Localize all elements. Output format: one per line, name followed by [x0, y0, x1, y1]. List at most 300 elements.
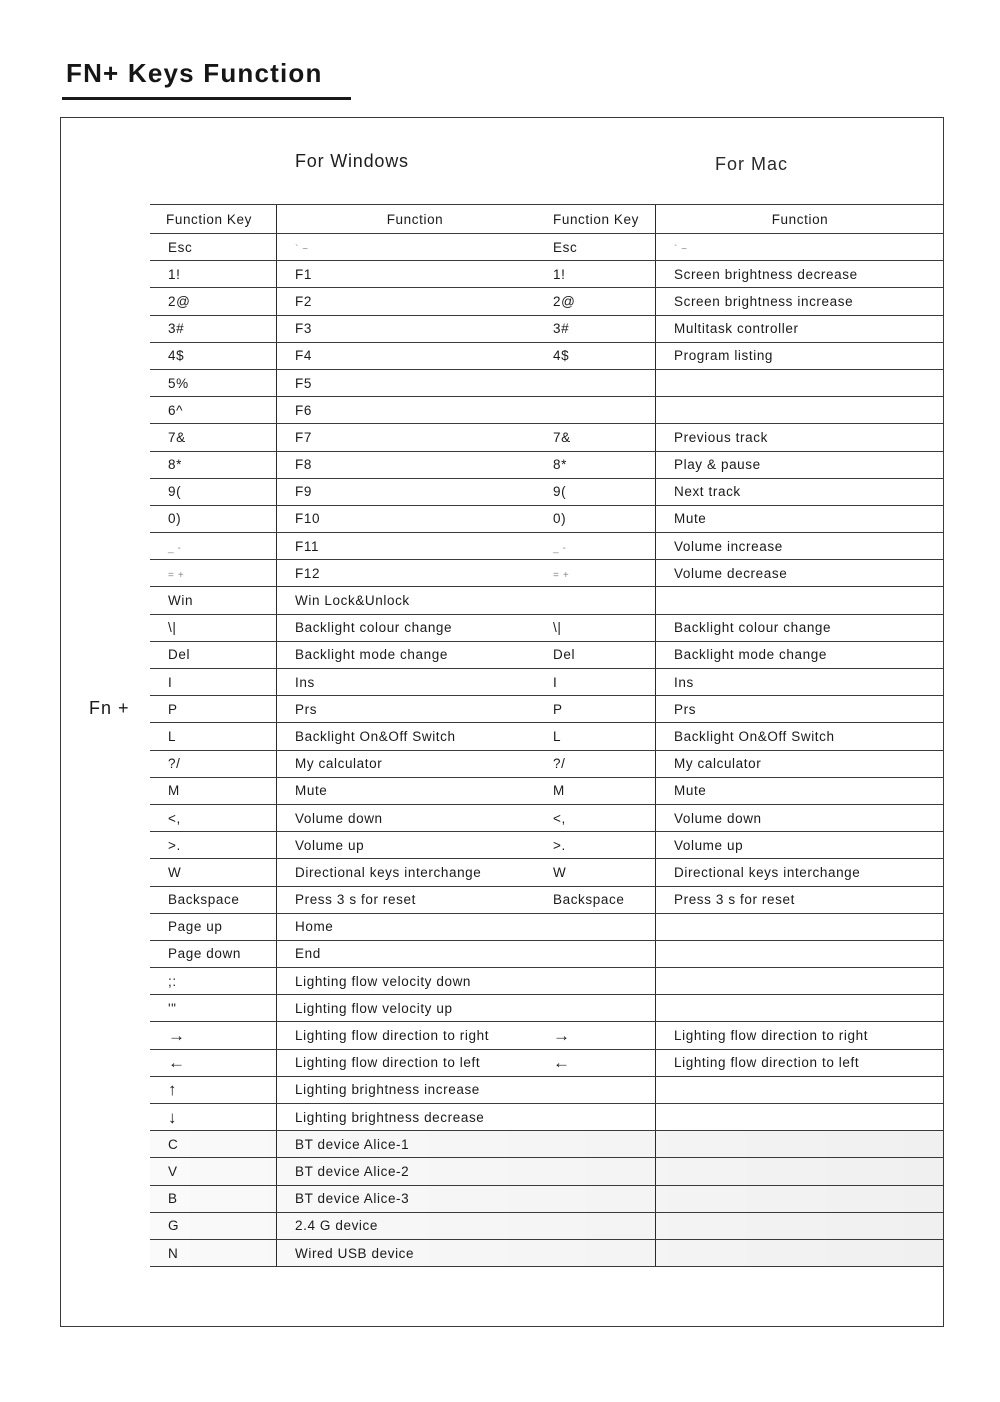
mac-function-cell-text: Backlight mode change	[674, 647, 827, 663]
windows-key-cell-text: 2@	[168, 293, 191, 309]
mac-function-cell	[656, 315, 945, 342]
mac-function-cell	[656, 424, 945, 451]
windows-key-cell-text: \|	[168, 620, 177, 636]
mac-key-cell-text: Backspace	[553, 892, 625, 908]
mac-function-cell	[656, 832, 945, 859]
mac-key-cell-text: Esc	[553, 239, 578, 255]
mac-section-heading: For Mac	[715, 154, 789, 174]
windows-key-cell-text: Backspace	[168, 892, 240, 908]
windows-key-cell	[150, 968, 277, 995]
windows-function-cell-text: Lighting flow direction to left	[295, 1055, 481, 1071]
mac-function-cell	[656, 614, 945, 641]
mac-function-cell	[656, 587, 945, 614]
mac-function-cell	[656, 1185, 945, 1212]
windows-function-cell	[277, 995, 554, 1022]
mac-function-cell	[656, 505, 945, 532]
mac-key-cell	[553, 533, 656, 560]
table-row	[150, 451, 944, 478]
windows-key-cell	[150, 804, 277, 831]
mac-key-cell-text: 9(	[553, 484, 567, 500]
windows-function-cell-text: Win Lock&Unlock	[295, 593, 410, 609]
windows-function-cell	[277, 886, 554, 913]
windows-function-cell-text: BT device Alice-1	[295, 1136, 410, 1152]
windows-function-cell-text: Lighting brightness increase	[295, 1082, 480, 1098]
windows-function-cell-text: Directional keys interchange	[295, 864, 482, 880]
mac-key-cell	[553, 1158, 656, 1185]
mac-function-cell	[656, 1076, 945, 1103]
mac-key-cell	[553, 261, 656, 288]
windows-function-cell-text: F2	[295, 293, 312, 309]
mac-function-cell-text: Volume increase	[674, 538, 783, 554]
windows-function-cell	[277, 1239, 554, 1266]
mac-key-cell	[553, 1239, 656, 1266]
windows-function-cell-text: Volume down	[295, 810, 383, 826]
windows-function-cell	[277, 451, 554, 478]
table-row	[150, 369, 944, 396]
windows-function-cell	[277, 777, 554, 804]
windows-function-cell-text: Lighting flow velocity down	[295, 973, 472, 989]
windows-key-cell-text: >.	[168, 837, 181, 853]
table-row	[150, 641, 944, 668]
mac-key-cell	[553, 614, 656, 641]
table-row	[150, 587, 944, 614]
key-symbol: ` ~	[295, 243, 309, 255]
mac-function-cell-text: Play & pause	[674, 457, 761, 473]
mac-function-cell	[656, 397, 945, 424]
key-symbol: = +	[553, 569, 570, 581]
mac-function-cell-text: Press 3 s for reset	[674, 892, 795, 908]
windows-function-cell	[277, 533, 554, 560]
mac-key-cell	[553, 886, 656, 913]
key-symbol: ` ~	[674, 243, 688, 255]
mac-key-cell	[553, 587, 656, 614]
windows-function-cell	[277, 859, 554, 886]
mac-key-cell	[553, 777, 656, 804]
windows-function-cell-text: My calculator	[295, 756, 383, 772]
windows-key-cell-text: L	[168, 728, 177, 744]
windows-function-cell-text: F8	[295, 457, 312, 473]
mac-function-cell-text: Program listing	[674, 348, 774, 364]
windows-key-cell-text: 3#	[168, 321, 185, 337]
windows-function-cell	[277, 696, 554, 723]
mac-function-cell-text: Ins	[674, 674, 694, 690]
windows-key-cell-text: 1!	[168, 266, 181, 282]
arrow-down-icon: ↓	[168, 1107, 178, 1127]
windows-key-cell-text: B	[168, 1191, 178, 1207]
mac-key-cell-text: 4$	[553, 348, 570, 364]
windows-key-cell	[150, 832, 277, 859]
windows-key-cell	[150, 669, 277, 696]
mac-key-cell	[553, 451, 656, 478]
windows-key-cell	[150, 940, 277, 967]
fn-modifier-label: Fn +	[89, 698, 130, 718]
windows-function-cell	[277, 1212, 554, 1239]
windows-key-cell	[150, 1131, 277, 1158]
mac-function-cell	[656, 804, 945, 831]
table-row	[150, 288, 944, 315]
windows-key-cell	[150, 1212, 277, 1239]
arrow-up-icon: ↑	[168, 1080, 178, 1100]
windows-key-cell	[150, 397, 277, 424]
windows-function-cell	[277, 723, 554, 750]
mac-key-cell	[553, 478, 656, 505]
windows-key-cell-text: Del	[168, 647, 191, 663]
windows-key-cell-text: '"	[168, 1000, 177, 1016]
windows-function-cell-text: 2.4 G device	[295, 1218, 378, 1234]
mac-key-cell	[553, 369, 656, 396]
mac-function-cell-text: My calculator	[674, 756, 762, 772]
table-row	[150, 315, 944, 342]
windows-key-cell	[150, 369, 277, 396]
table-row	[150, 614, 944, 641]
mac-key-cell	[553, 641, 656, 668]
table-row	[150, 804, 944, 831]
mac-key-cell-text: M	[553, 783, 565, 799]
mac-key-cell-text: <,	[553, 810, 566, 826]
mac-function-cell-text: Mute	[674, 783, 707, 799]
table-row	[150, 750, 944, 777]
mac-function-cell-text: Previous track	[674, 429, 768, 445]
windows-key-cell-text: ?/	[168, 756, 181, 772]
windows-key-cell-text: Page down	[168, 946, 241, 962]
windows-key-cell-text: V	[168, 1163, 178, 1179]
windows-function-cell-text: Volume up	[295, 837, 365, 853]
windows-function-cell	[277, 342, 554, 369]
windows-key-cell	[150, 696, 277, 723]
table-row	[150, 995, 944, 1022]
table-row	[150, 342, 944, 369]
mac-function-cell	[656, 1104, 945, 1131]
windows-key-cell	[150, 1076, 277, 1103]
mac-function-cell	[656, 451, 945, 478]
mac-function-cell-text: Screen brightness increase	[674, 293, 854, 309]
windows-section-heading: For Windows	[295, 151, 409, 171]
windows-function-cell-text: F11	[295, 538, 320, 554]
mac-function-cell-text: Backlight On&Off Switch	[674, 728, 835, 744]
windows-function-cell	[277, 234, 554, 261]
windows-key-cell-text: 0)	[168, 511, 182, 527]
key-symbol: _ -	[553, 542, 567, 554]
windows-key-cell-text: <,	[168, 810, 181, 826]
windows-function-cell-text: Backlight colour change	[295, 620, 453, 636]
windows-key-cell	[150, 1185, 277, 1212]
windows-function-cell	[277, 505, 554, 532]
mac-function-cell-text: Multitask controller	[674, 321, 799, 337]
header-windows-key: Function Key	[150, 205, 277, 234]
mac-function-cell	[656, 723, 945, 750]
mac-key-cell	[553, 1049, 656, 1076]
mac-key-cell	[553, 342, 656, 369]
windows-function-cell-text: Lighting brightness decrease	[295, 1109, 485, 1125]
mac-function-cell	[656, 369, 945, 396]
windows-function-cell-text: F4	[295, 348, 312, 364]
windows-function-cell-text: BT device Alice-2	[295, 1163, 410, 1179]
windows-function-cell	[277, 1049, 554, 1076]
table-row	[150, 913, 944, 940]
windows-key-cell	[150, 451, 277, 478]
windows-function-cell-text: Prs	[295, 701, 318, 717]
windows-key-cell	[150, 560, 277, 587]
mac-key-cell-text: 0)	[553, 511, 567, 527]
mac-function-cell-text: Directional keys interchange	[674, 864, 861, 880]
table-row	[150, 478, 944, 505]
windows-key-cell-text: 7&	[168, 429, 186, 445]
mac-function-cell	[656, 1022, 945, 1049]
mac-function-cell	[656, 533, 945, 560]
windows-key-cell	[150, 1022, 277, 1049]
table-row	[150, 1185, 944, 1212]
mac-function-cell-text: Volume down	[674, 810, 762, 826]
windows-key-cell	[150, 913, 277, 940]
mac-key-cell-text: 7&	[553, 429, 571, 445]
windows-key-cell	[150, 995, 277, 1022]
mac-key-cell	[553, 913, 656, 940]
table-row	[150, 533, 944, 560]
mac-function-cell	[656, 859, 945, 886]
windows-key-cell	[150, 505, 277, 532]
arrow-left-icon: ←	[168, 1053, 186, 1073]
mac-key-cell	[553, 968, 656, 995]
mac-key-cell	[553, 424, 656, 451]
windows-function-cell	[277, 261, 554, 288]
windows-function-cell	[277, 397, 554, 424]
mac-key-cell	[553, 804, 656, 831]
windows-function-cell-text: F10	[295, 511, 321, 527]
mac-key-cell	[553, 669, 656, 696]
windows-key-cell	[150, 424, 277, 451]
mac-key-cell-text: W	[553, 864, 567, 880]
windows-key-cell	[150, 342, 277, 369]
mac-key-cell-text: Del	[553, 647, 576, 663]
windows-key-cell-text: C	[168, 1136, 179, 1152]
windows-key-cell	[150, 1158, 277, 1185]
mac-function-cell	[656, 1131, 945, 1158]
windows-function-cell	[277, 1104, 554, 1131]
mac-key-cell	[553, 1022, 656, 1049]
mac-function-cell	[656, 1158, 945, 1185]
windows-key-cell-text: G	[168, 1218, 180, 1234]
table-row	[150, 886, 944, 913]
table-row	[150, 968, 944, 995]
mac-function-cell-text: Screen brightness decrease	[674, 266, 858, 282]
table-row	[150, 261, 944, 288]
header-mac-function: Function	[656, 205, 945, 234]
windows-function-cell	[277, 369, 554, 396]
windows-function-cell	[277, 968, 554, 995]
mac-key-cell	[553, 1212, 656, 1239]
table-row	[150, 505, 944, 532]
page-title: FN+ Keys Function	[66, 58, 323, 88]
mac-function-cell	[656, 1049, 945, 1076]
mac-function-cell	[656, 940, 945, 967]
windows-key-cell	[150, 750, 277, 777]
windows-function-cell-text: F6	[295, 402, 312, 418]
windows-key-cell	[150, 1104, 277, 1131]
windows-function-cell-text: F9	[295, 484, 312, 500]
windows-key-cell	[150, 614, 277, 641]
windows-function-cell	[277, 1158, 554, 1185]
mac-key-cell	[553, 560, 656, 587]
windows-key-cell-text: 9(	[168, 484, 182, 500]
windows-function-cell-text: Wired USB device	[295, 1245, 415, 1261]
windows-key-cell-text: 5%	[168, 375, 189, 391]
windows-key-cell	[150, 533, 277, 560]
windows-function-cell	[277, 478, 554, 505]
mac-key-cell	[553, 315, 656, 342]
windows-function-cell	[277, 832, 554, 859]
mac-key-cell	[553, 750, 656, 777]
mac-function-cell-text: Next track	[674, 484, 741, 500]
fn-key-table	[150, 204, 944, 1267]
mac-function-cell	[656, 478, 945, 505]
mac-function-cell	[656, 641, 945, 668]
mac-key-cell	[553, 723, 656, 750]
windows-function-cell-text: BT device Alice-3	[295, 1191, 410, 1207]
windows-function-cell	[277, 669, 554, 696]
windows-key-cell	[150, 1049, 277, 1076]
mac-key-cell	[553, 1076, 656, 1103]
windows-function-cell-text: Lighting flow velocity up	[295, 1000, 453, 1016]
windows-function-cell-text: Press 3 s for reset	[295, 892, 416, 908]
windows-function-cell	[277, 1076, 554, 1103]
mac-key-cell	[553, 505, 656, 532]
mac-function-cell	[656, 750, 945, 777]
table-row	[150, 940, 944, 967]
windows-function-cell	[277, 614, 554, 641]
mac-key-cell-text: I	[553, 674, 558, 690]
mac-key-cell	[553, 940, 656, 967]
windows-function-cell	[277, 1022, 554, 1049]
windows-key-cell-text: Page up	[168, 919, 223, 935]
windows-function-cell-text: Backlight mode change	[295, 647, 448, 663]
windows-function-cell	[277, 288, 554, 315]
mac-key-cell-text: 2@	[553, 293, 576, 309]
mac-function-cell	[656, 886, 945, 913]
windows-function-cell	[277, 1131, 554, 1158]
mac-function-cell-text: Volume decrease	[674, 565, 788, 581]
mac-key-cell-text: >.	[553, 837, 566, 853]
windows-key-cell-text: ;:	[168, 973, 177, 989]
windows-function-cell	[277, 804, 554, 831]
table-header-row	[150, 205, 944, 234]
windows-function-cell	[277, 913, 554, 940]
table-row	[150, 1131, 944, 1158]
table-row	[150, 1022, 944, 1049]
table-row	[150, 234, 944, 261]
table-row	[150, 1049, 944, 1076]
arrow-right-icon: →	[168, 1026, 186, 1046]
windows-function-cell	[277, 587, 554, 614]
mac-function-cell	[656, 696, 945, 723]
table-row	[150, 1104, 944, 1131]
table-row	[150, 1076, 944, 1103]
windows-function-cell-text: Backlight On&Off Switch	[295, 728, 456, 744]
table-row	[150, 424, 944, 451]
key-symbol: _ -	[168, 542, 182, 554]
table-row	[150, 832, 944, 859]
windows-key-cell-text: 8*	[168, 457, 182, 473]
key-symbol: = +	[168, 569, 185, 581]
mac-function-cell	[656, 968, 945, 995]
windows-key-cell	[150, 641, 277, 668]
windows-key-cell	[150, 261, 277, 288]
windows-function-cell-text: Ins	[295, 674, 315, 690]
windows-key-cell	[150, 723, 277, 750]
windows-key-cell	[150, 1239, 277, 1266]
windows-function-cell-text: F5	[295, 375, 312, 391]
mac-key-cell-text: 1!	[553, 266, 566, 282]
table-row	[150, 1212, 944, 1239]
windows-function-cell	[277, 424, 554, 451]
table-row	[150, 696, 944, 723]
windows-key-cell-text: I	[168, 674, 173, 690]
windows-key-cell-text: Esc	[168, 239, 193, 255]
windows-key-cell-text: Win	[168, 593, 194, 609]
windows-function-cell	[277, 750, 554, 777]
windows-function-cell-text: F1	[295, 266, 312, 282]
mac-key-cell	[553, 288, 656, 315]
mac-key-cell	[553, 696, 656, 723]
windows-key-cell	[150, 777, 277, 804]
mac-key-cell	[553, 397, 656, 424]
mac-function-cell-text: Lighting flow direction to left	[674, 1055, 860, 1071]
mac-function-cell	[656, 913, 945, 940]
windows-function-cell-text: F12	[295, 565, 321, 581]
table-row	[150, 723, 944, 750]
mac-key-cell	[553, 1185, 656, 1212]
windows-key-cell	[150, 234, 277, 261]
arrow-right-icon: →	[553, 1026, 571, 1046]
table-row	[150, 397, 944, 424]
table-row	[150, 669, 944, 696]
title-underline	[62, 97, 351, 100]
mac-key-cell	[553, 1131, 656, 1158]
mac-function-cell	[656, 1212, 945, 1239]
windows-function-cell-text: F7	[295, 429, 312, 445]
mac-key-cell-text: \|	[553, 620, 562, 636]
windows-function-cell-text: Home	[295, 919, 334, 935]
mac-function-cell	[656, 669, 945, 696]
table-row	[150, 1239, 944, 1266]
mac-function-cell	[656, 777, 945, 804]
mac-key-cell	[553, 234, 656, 261]
mac-function-cell	[656, 560, 945, 587]
mac-key-cell	[553, 832, 656, 859]
mac-key-cell	[553, 995, 656, 1022]
mac-function-cell	[656, 288, 945, 315]
windows-function-cell	[277, 1185, 554, 1212]
mac-function-cell	[656, 261, 945, 288]
windows-key-cell	[150, 859, 277, 886]
windows-key-cell	[150, 587, 277, 614]
mac-function-cell	[656, 234, 945, 261]
windows-key-cell	[150, 478, 277, 505]
mac-key-cell-text: 3#	[553, 321, 570, 337]
mac-function-cell	[656, 995, 945, 1022]
mac-key-cell-text: ?/	[553, 756, 566, 772]
windows-function-cell-text: Lighting flow direction to right	[295, 1028, 490, 1044]
arrow-left-icon: ←	[553, 1053, 571, 1073]
windows-function-cell-text: F3	[295, 321, 312, 337]
header-windows-function: Function	[277, 205, 554, 234]
windows-key-cell-text: P	[168, 701, 178, 717]
table-row	[150, 1158, 944, 1185]
windows-function-cell	[277, 641, 554, 668]
windows-function-cell-text: Mute	[295, 783, 328, 799]
windows-key-cell	[150, 288, 277, 315]
mac-key-cell-text: L	[553, 728, 562, 744]
mac-function-cell-text: Mute	[674, 511, 707, 527]
